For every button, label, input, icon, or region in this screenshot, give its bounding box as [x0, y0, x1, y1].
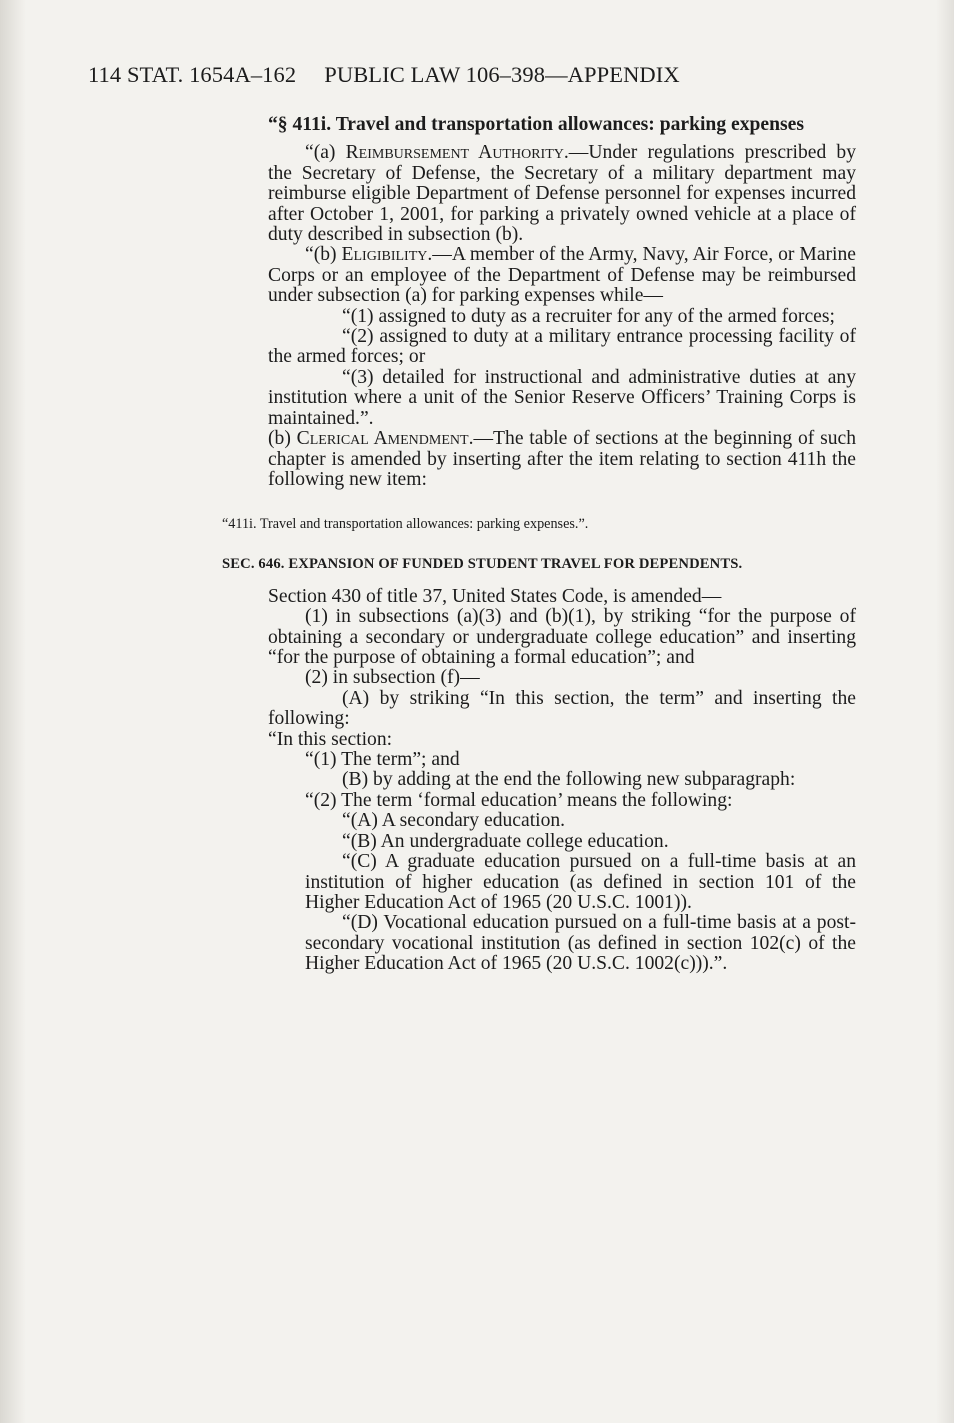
definition-a: “(A) A secondary education. — [342, 810, 566, 832]
amendment-item-a: (A) by striking “In this section, the term” and inserting the following: — [268, 687, 856, 730]
paragraph-b2: “(2) assigned to duty at a military entrance processing facility of the armed forces; or — [268, 326, 856, 368]
paragraph-b1: “(1) assigned to duty as a recruiter for any of the armed forces; — [342, 305, 835, 327]
page-right-shadow — [936, 0, 954, 1423]
subsection-b-caption: Eligibility — [341, 244, 428, 266]
paragraph-b3: “(3) detailed for instructional and administrative duties at any institution where a unit of the Senior Reserve Officers’ Training Corps is maintained.”. — [268, 366, 856, 429]
section-646-title: SEC. 646. EXPANSION OF FUNDED STUDENT TRAVEL FOR DEPENDENTS. — [222, 556, 743, 573]
subsection-a-text: .—Under regulations prescribed by the Secretary of Defense, the Secretary of a military department may reimburse eligible Department of Defense personnel for expenses incurred after October 1, 2001, for parking a privately owned vehicle at a place of duty described in subsection (b). — [268, 142, 857, 246]
page-left-shadow — [0, 0, 26, 1423]
amendment-item-b: (B) by adding at the end the following new subparagraph: — [342, 769, 796, 791]
subsection-a — [268, 143, 856, 245]
law-title: PUBLIC LAW 106–398—APPENDIX — [324, 62, 680, 87]
subsection-b — [268, 245, 856, 306]
definition-2: “(2) The term ‘formal education’ means the following: — [305, 789, 733, 811]
clerical-amendment — [268, 429, 856, 490]
subsection-a-caption: Reimbursement Authority — [345, 142, 564, 164]
amendment-item-1: (1) in subsections (a)(3) and (b)(1), by striking “for the purpose of obtaining a secondary or undergraduate college education” and inserting “for the purpose of obtaining a formal education”; and — [268, 606, 856, 669]
amendment-item-2: (2) in subsection (f)— — [305, 667, 480, 689]
section-646-intro: Section 430 of title 37, United States Code, is amended— — [268, 585, 722, 607]
subsection-b-text: .—A member of the Army, Navy, Air Force, or Marine Corps or an employee of the Department of Defense may be reimbursed under subsection (a) for parking expenses while— — [268, 244, 856, 307]
definition-c: “(C) A graduate education pursued on a full-time basis at an institution of higher education (as defined in section 101 of the Higher Education Act of 1965 (20 U.S.C. 1001)). — [305, 851, 856, 913]
clerical-caption: Clerical Amendment — [296, 428, 469, 450]
section-411i-heading: “§ 411i. Travel and transportation allowances: parking expenses — [268, 114, 804, 135]
clerical-label: (b) — [268, 428, 297, 450]
clerical-text: .—The table of sections at the beginning of such chapter is amended by inserting after the item relating to section 411h the following new item: — [268, 428, 856, 490]
subsection-b-label: “(b) — [305, 244, 342, 266]
table-of-sections-item: “411i. Travel and transportation allowances: parking expenses.”. — [222, 516, 589, 533]
document-body — [222, 114, 857, 975]
running-header — [88, 62, 680, 88]
subsection-a-label: “(a) — [305, 142, 346, 164]
statute-citation: 114 STAT. 1654A–162 — [88, 62, 297, 87]
definition-d: “(D) Vocational education pursued on a full-time basis at a post-secondary vocational institution (as defined in section 102(c) of the Higher Education Act of 1965 (20 U.S.C. 1002(c))).”. — [305, 912, 856, 975]
quoted-text-1: “In this section: — [268, 728, 393, 750]
definition-b: “(B) An undergraduate college education. — [342, 830, 669, 852]
quoted-text-2: “(1) The term”; and — [305, 749, 460, 771]
